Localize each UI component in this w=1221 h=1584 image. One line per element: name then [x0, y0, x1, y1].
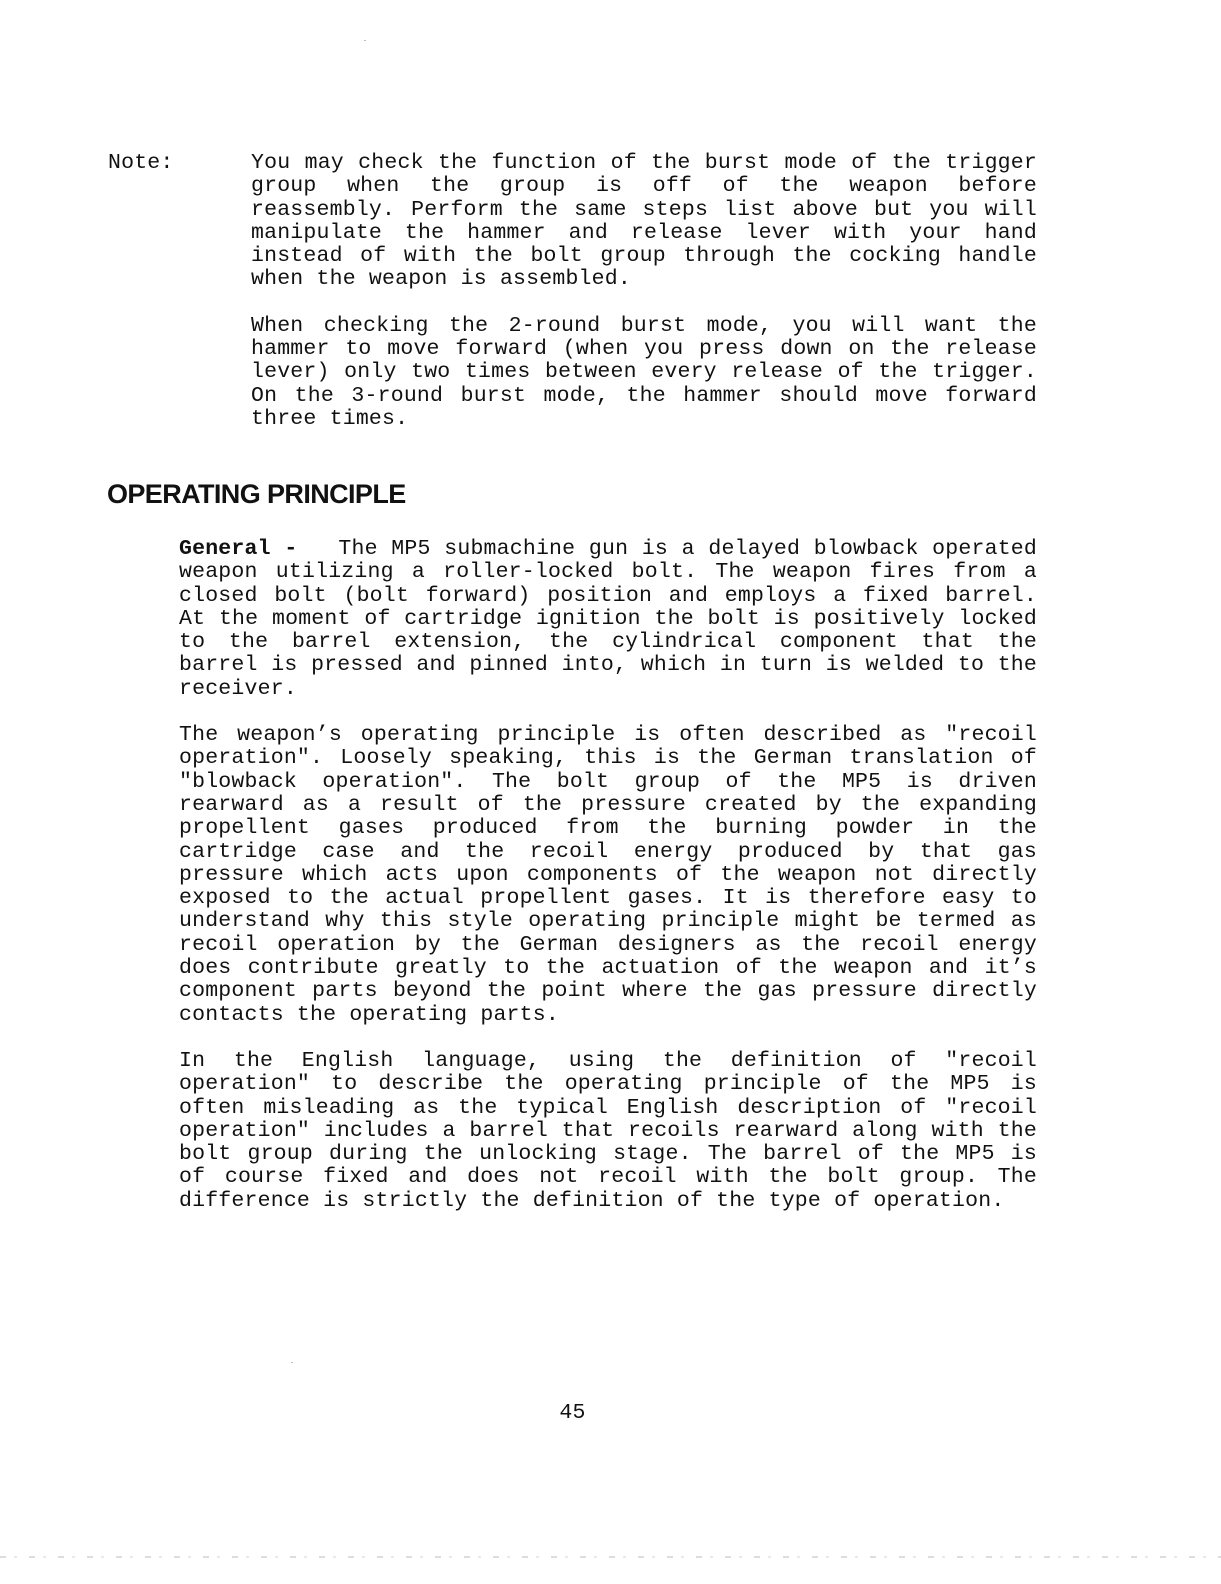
note-label: Note: [108, 151, 174, 175]
note-paragraph: When checking the 2-round burst mode, you will want the hammer to move forward (when you press down on the release lever) only two times between every release of the trigger. On the 3-round burst mode, the hammer should move forward three times. [251, 313, 1037, 431]
section-heading: OPERATING PRINCIPLE [107, 479, 406, 509]
note-paragraph: You may check the function of the burst mode of the trigger group when the group is off of the weapon before reassembly. Perform the same steps list above but you will manipulate the hammer and release lever with your hand instead of with the bolt group through the cocking handle when the weapon is assembled. [251, 151, 1037, 292]
general-label: General - [179, 537, 298, 561]
section-body [179, 538, 1037, 1236]
note-body [251, 152, 1037, 454]
scan-speck [291, 1362, 293, 1363]
english-language-paragraph: In the English language, using the definition of "recoil operation" to describe the operating principle of the MP5 is often misleading as the typical English description of "recoil operation" includes a barrel that recoils rearward along with the bolt group during the unlocking stage. The barrel of the MP5 is of course fixed and does not recoil with the bolt group. The difference is strictly the definition of the type of operation. [179, 1048, 1037, 1213]
general-paragraph [179, 538, 1037, 701]
page-number: 45 [559, 1401, 586, 1425]
scan-speck [364, 40, 366, 41]
general-text: The MP5 submachine gun is a delayed blowback operated weapon utilizing a roller-locked bolt. The weapon fires from a closed bolt (bolt forward) position and employs a fixed barrel. At the moment of cartridge ignition the bolt is positively locked to the barrel extension, the cylindrical component that the barrel is pressed and pinned into, which in turn is welded to the receiver. [179, 537, 1037, 701]
scan-artifact-line [0, 1556, 1221, 1558]
operating-principle-paragraph: The weapon’s operating principle is often described as "recoil operation". Loosely speaking, this is the German translation of "blowback operation". The bolt group of the MP5 is driven rearward as a result of the pressure created by the expanding propellent gases produced from the burning powder in the cartridge case and the recoil energy produced by that gas pressure which acts upon components of the weapon not directly exposed to the actual propellent gases. It is therefore easy to understand why this style operating principle might be termed as recoil operation by the German designers as the recoil energy does contribute greatly to the actuation of the weapon and it’s component parts beyond the point where the gas pressure directly contacts the operating parts. [179, 723, 1037, 1027]
